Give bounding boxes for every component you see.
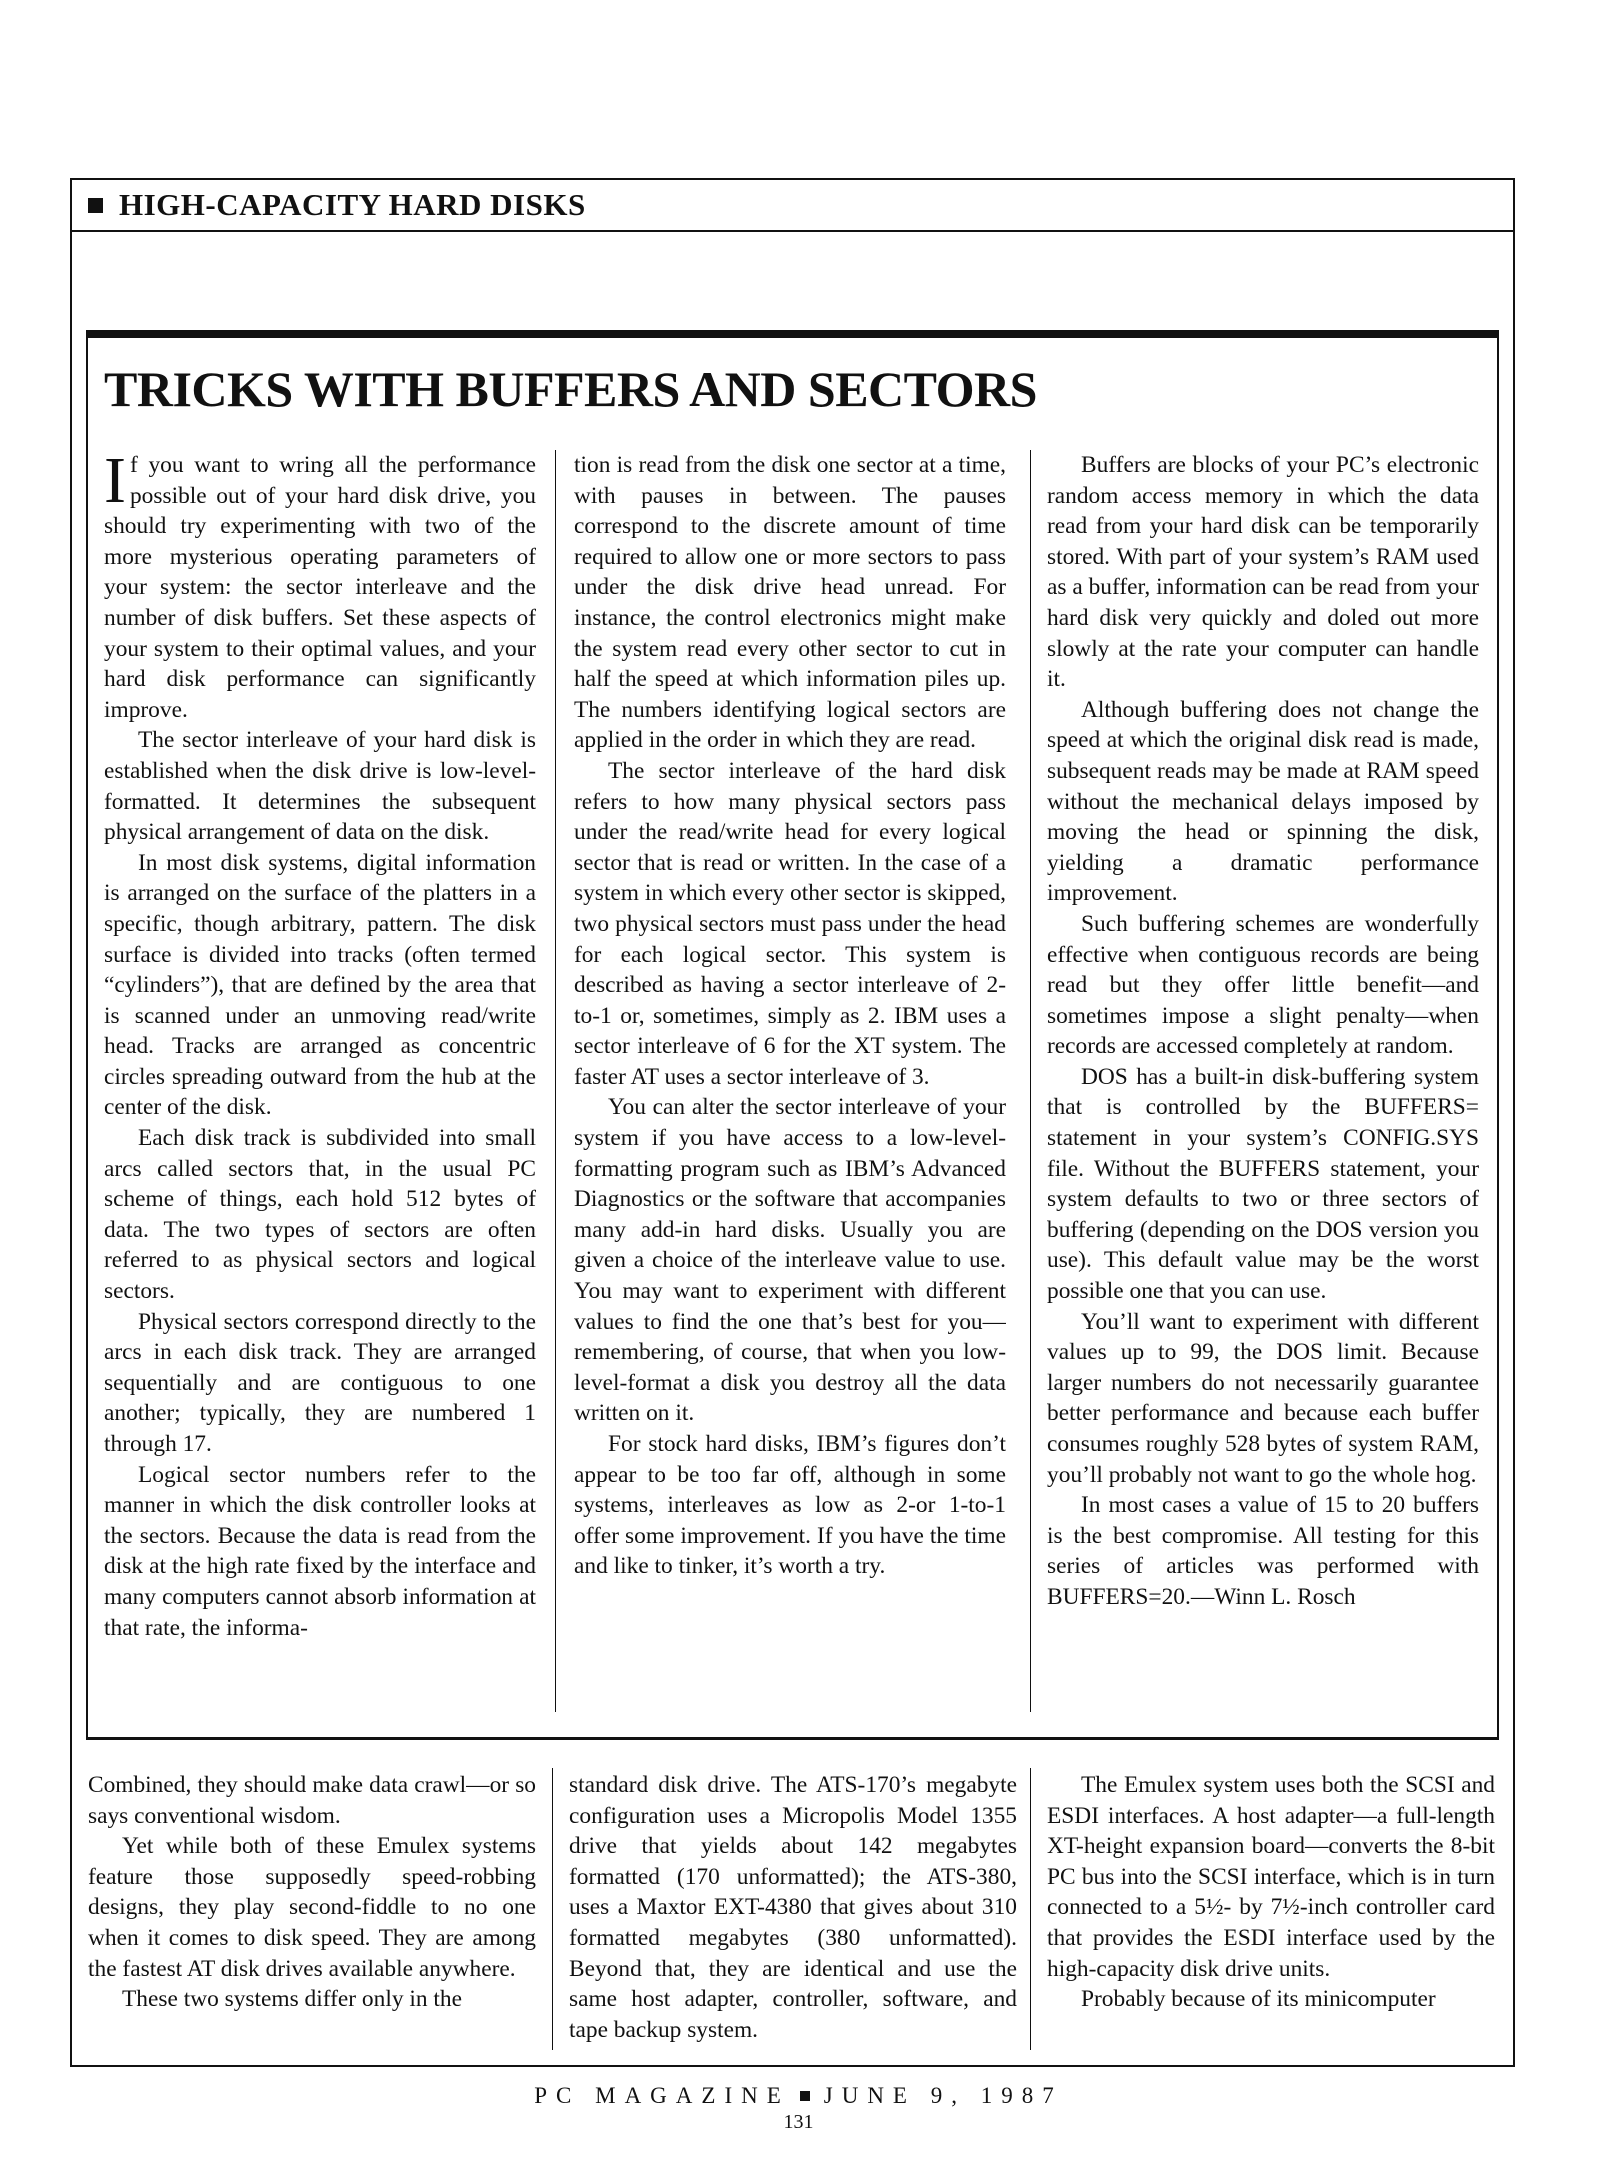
page-number: 131 <box>783 2111 814 2133</box>
article-column-2 <box>569 1770 1017 2050</box>
sidebar-column-3 <box>1047 450 1479 1710</box>
sidebar-paragraph: Although buffering does not change the speed at which the original disk read is made, subsequent reads may be made at RAM speed without the mechanical delays imposed by moving the head or spinning the disk, yielding a dramatic performance improvement. <box>1047 696 1479 907</box>
sidebar-paragraph: If you want to wring all the performance possible out of your hard disk drive, you should try experimenting with two of the more mysterious operating parameters of your system: the sector interleave and the number of disk buffers. Set these aspects of your system to their optimal values, and your hard disk performance can significantly improve. <box>104 450 536 723</box>
sidebar-paragraph: Buffers are blocks of your PC’s electronic random access memory in which the data read from your hard disk can be temporarily stored. With part of your system’s RAM used as a buffer, information can be read from your hard disk very quickly and doled out more slowly at the rate your computer can handle it. <box>1047 452 1479 693</box>
sidebar-bottom-rule <box>86 1737 1499 1739</box>
sidebar-paragraph: In most cases a value of 15 to 20 buffers is the best compromise. All testing for this series of articles was performed with BUFFERS=20.—Winn L. Rosch <box>1047 1492 1479 1610</box>
article-paragraph: These two systems differ only in the <box>122 1986 462 2013</box>
section-header <box>72 180 1513 232</box>
sidebar-title: TRICKS WITH BUFFERS AND SECTORS <box>104 361 1037 417</box>
article-paragraph: Combined, they should make data crawl—or so says conventional wisdom. <box>88 1772 536 1829</box>
sidebar-paragraph: The sector interleave of the hard disk refers to how many physical sectors pass under the read/write head for every logical sector that is read or written. In the case of a system in which every other sector is skipped, two physical sectors must pass under the head for each logical sector. This system is described as having a sector interleave of 2-to-1 or, sometimes, simply as 2. IBM uses a sector interleave of 6 for the XT system. The faster AT uses a sector interleave of 3. <box>574 757 1006 1090</box>
sidebar-paragraph: You’ll want to experiment with different values up to 99, the DOS limit. Because larger numbers do not necessarily guarantee better performance and because each buffer consumes roughly 528 bytes of system RAM, you’ll probably not want to go the whole hog. <box>1047 1308 1479 1488</box>
drop-cap: I <box>104 450 126 517</box>
sidebar-paragraph: Physical sectors correspond directly to the arcs in each disk track. They are arranged sequentially and are contiguous to one another; typically, they are numbered 1 through 17. <box>104 1308 536 1457</box>
square-bullet-icon <box>88 198 103 213</box>
sidebar-column-1 <box>104 450 536 1710</box>
magazine-name: PC MAGAZINE <box>534 2083 790 2108</box>
article-paragraph: The Emulex system uses both the SCSI and ESDI interfaces. A host adapter—a full-length XT-height expansion board—converts the 8-bit PC bus into the SCSI interface, which is in turn connected to a 5½- by 7½-inch controller card that provides the ESDI interface used by the high-capacity disk drive units. <box>1047 1772 1495 1982</box>
sidebar-paragraph: In most disk systems, digital information is arranged on the surface of the platters in a specific, though arbitrary, pattern. The disk surface is divided into tracks (often termed “cylinders”), that are defined by the area that is scanned under an unmoving read/write head. Tracks are arranged as concentric circles spreading outward from the hub at the center of the disk. <box>104 849 536 1121</box>
article-paragraph: Yet while both of these Emulex systems feature those supposedly speed-robbing designs, they play second-fiddle to no one when it comes to disk speed. They are among the fastest AT disk drives available anywhere. <box>88 1833 536 1982</box>
sidebar-paragraph: Each disk track is subdivided into small arcs called sectors that, in the usual PC scheme of things, each hold 512 bytes of data. The two types of sectors are often referred to as physical sectors and logical sectors. <box>104 1125 536 1305</box>
sidebar-paragraph: DOS has a built-in disk-buffering system that is controlled by the BUFFERS= statement in your system’s CONFIG.SYS file. Without the BUFFERS statement, your system defaults to two or three sectors of buffering (depending on the DOS version you use). This default value may be the worst possible one that you can use. <box>1047 1063 1479 1305</box>
sidebar-paragraph: Such buffering schemes are wonderfully effective when contiguous records are being read but they offer little benefit—and sometimes impose a slight penalty—when records are accessed completely at random. <box>1047 910 1479 1060</box>
square-separator-icon <box>800 2091 810 2101</box>
column-rule <box>1030 450 1031 1712</box>
sidebar-paragraph: Logical sector numbers refer to the manner in which the disk controller looks at the sectors. Because the data is read from the disk at the high rate fixed by the interface and many computers cannot absorb information at that rate, the informa- <box>104 1461 536 1641</box>
column-rule <box>1030 1768 1031 2050</box>
sidebar-paragraph: For stock hard disks, IBM’s figures don’t appear to be too far off, although in some systems, interleaves as low as 2-or 1-to-1 offer some improvement. If you have the time and like to tinker, it’s worth a try. <box>574 1431 1006 1580</box>
article-paragraph: Probably because of its minicomputer <box>1081 1986 1436 2013</box>
column-rule <box>552 1768 553 2050</box>
article-paragraph: standard disk drive. The ATS-170’s megabyte configuration uses a Micropolis Model 1355 drive that yields about 142 megabytes formatted (170 unformatted); the ATS-380, uses a Maxtor EXT-4380 that gives about 310 formatted megabytes (380 unformatted). Beyond that, they are identical and use the same host adapter, controller, software, and tape backup system. <box>569 1772 1017 2043</box>
sidebar-column-2 <box>574 450 1006 1710</box>
sidebar-paragraph: The sector interleave of your hard disk is established when the disk drive is low-level-formatted. It determines the subsequent physical arrangement of data on the disk. <box>104 727 536 846</box>
article-column-3 <box>1047 1770 1495 2050</box>
column-rule <box>555 450 556 1712</box>
sidebar-paragraph: tion is read from the disk one sector at a time, with pauses in between. The pauses correspond to the discrete amount of time required to allow one or more sectors to pass under the disk drive head unread. For instance, the control electronics might make the system read every other sector to cut in half the speed at which information piles up. The numbers identifying logical sectors are applied in the order in which they are read. <box>574 452 1006 754</box>
page-footer <box>0 2083 1597 2134</box>
section-title: HIGH-CAPACITY HARD DISKS <box>119 187 586 222</box>
issue-date: JUNE 9, 1987 <box>823 2083 1063 2108</box>
sidebar-paragraph: You can alter the sector interleave of your system if you have access to a low-level-formatting program such as IBM’s Advanced Diagnostics or the software that accompanies many add-in hard disks. Usually you are given a choice of the interleave value to use. You may want to experiment with different values to find the one that’s best for you—remembering, of course, that when you low-level-format a disk you destroy all the data written on it. <box>574 1094 1006 1427</box>
footer-line <box>0 2083 1597 2109</box>
article-column-1 <box>88 1770 536 2050</box>
